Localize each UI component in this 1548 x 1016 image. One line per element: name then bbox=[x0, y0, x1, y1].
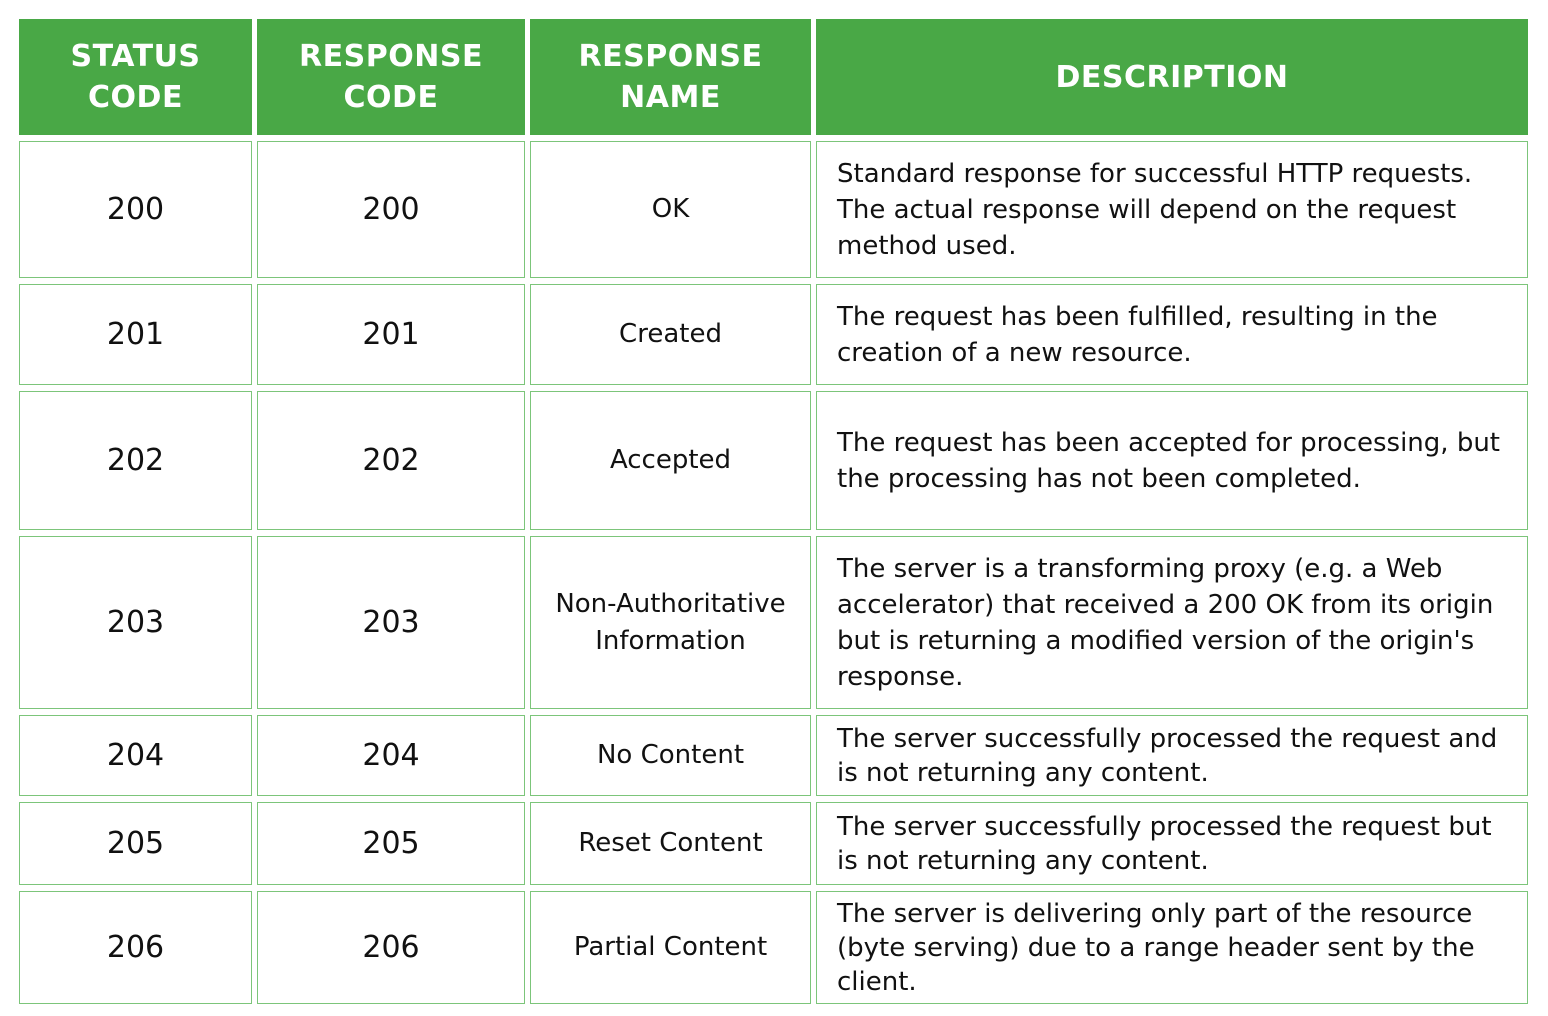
response-name-cell: OK bbox=[530, 141, 811, 278]
description-cell: The server successfully processed the request and is not returning any content. bbox=[816, 715, 1528, 796]
header-status-code bbox=[19, 19, 252, 135]
response-name-cell: No Content bbox=[530, 715, 811, 796]
header-description bbox=[816, 19, 1528, 135]
header-status-code-label: STATUS CODE bbox=[70, 39, 201, 115]
response-code-cell: 200 bbox=[257, 141, 525, 278]
header-description-label: DESCRIPTION bbox=[1055, 59, 1289, 95]
header-response-code bbox=[257, 19, 525, 135]
description-cell: The server is delivering only part of the resource (byte serving) due to a range header sent by the client. bbox=[816, 891, 1528, 1004]
response-name-cell: Partial Content bbox=[530, 891, 811, 1004]
header-response-name-label: RESPONSE NAME bbox=[578, 39, 763, 115]
description-cell: The request has been fulfilled, resulting in the creation of a new resource. bbox=[816, 284, 1528, 385]
status-code-cell: 202 bbox=[19, 391, 252, 530]
http-status-table bbox=[19, 19, 1529, 1004]
response-name-cell: Non-Authoritative Information bbox=[530, 536, 811, 709]
description-cell: The server successfully processed the request but is not returning any content. bbox=[816, 802, 1528, 885]
status-code-cell: 203 bbox=[19, 536, 252, 709]
response-name-cell: Created bbox=[530, 284, 811, 385]
status-code-cell: 201 bbox=[19, 284, 252, 385]
status-code-cell: 206 bbox=[19, 891, 252, 1004]
status-code-cell: 200 bbox=[19, 141, 252, 278]
response-code-cell: 201 bbox=[257, 284, 525, 385]
description-cell: Standard response for successful HTTP requests. The actual response will depend on the request method used. bbox=[816, 141, 1528, 278]
response-code-cell: 204 bbox=[257, 715, 525, 796]
status-code-cell: 204 bbox=[19, 715, 252, 796]
description-cell: The request has been accepted for processing, but the processing has not been completed. bbox=[816, 391, 1528, 530]
description-cell: The server is a transforming proxy (e.g. a Web accelerator) that received a 200 OK from its origin but is returning a modified version of the origin's response. bbox=[816, 536, 1528, 709]
response-code-cell: 203 bbox=[257, 536, 525, 709]
response-code-cell: 206 bbox=[257, 891, 525, 1004]
status-code-cell: 205 bbox=[19, 802, 252, 885]
header-response-code-label: RESPONSE CODE bbox=[299, 39, 483, 115]
header-response-name bbox=[530, 19, 811, 135]
response-code-cell: 205 bbox=[257, 802, 525, 885]
response-name-cell: Reset Content bbox=[530, 802, 811, 885]
response-code-cell: 202 bbox=[257, 391, 525, 530]
response-name-cell: Accepted bbox=[530, 391, 811, 530]
